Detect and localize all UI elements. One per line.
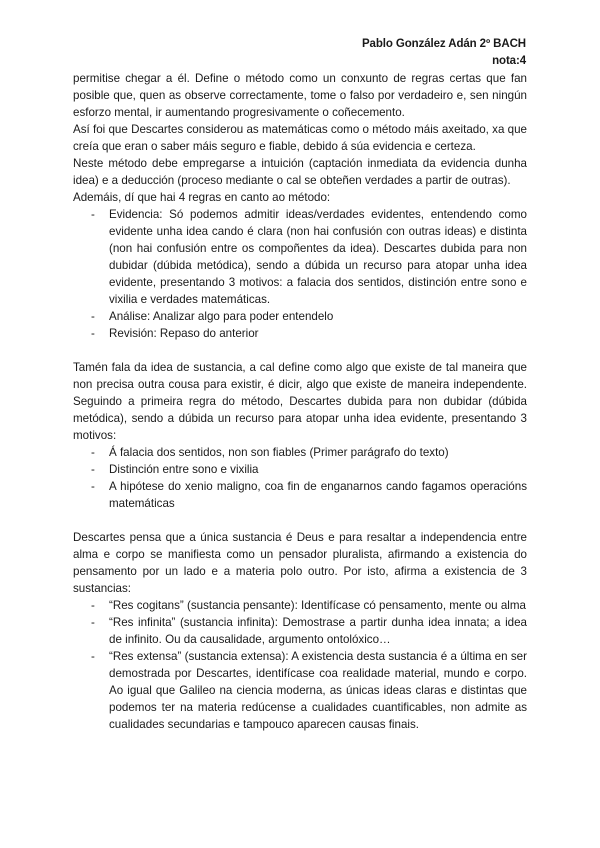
- motives-list: [73, 444, 527, 512]
- list-item: [73, 478, 527, 512]
- substance-infinita: “Res infinita” (sustancia infinita): Demostrase a partir dunha idea innata; a idea de infinito. Ou da causalidade, argumento ontolóxico…: [109, 616, 527, 646]
- page-header: [362, 36, 526, 70]
- paragraph-three-substances: Descartes pensa que a única sustancia é Deus e para resaltar a independencia entre alma e corpo se manifiesta como un pensador pluralista, afirmando a existencia do pensamento por un lado e a materia polo outro. Por isto, afirma a existencia de 3 sustancias:: [73, 531, 527, 595]
- substances-list: [73, 597, 527, 733]
- list-item: [73, 308, 527, 325]
- paragraph-substance-idea: Tamén fala da idea de sustancia, a cal define como algo que existe de tal maneira que non precisa outra cousa para existir, é dicir, algo que existe de maneira independente. Seguindo a primeira regra do método, Descartes dubida para non dubidar (dúbida metódica), sendo a dúbida un recurso para atopar unha idea evidente, presentando 3 motivos:: [73, 361, 527, 442]
- list-item: [73, 325, 527, 342]
- list-item: [73, 614, 527, 648]
- list-item: [73, 206, 527, 308]
- list-item: [73, 648, 527, 733]
- motive-dream: Distinción entre sono e vixilia: [109, 463, 259, 476]
- rule-evidencia: Evidencia: Só podemos admitir ideas/verdades evidentes, entendendo como evidente unha idea cando é clara (non hai confusión con outras ideas) e distinta (non hai confusión entre os compoñentes da idea). Descartes dubida para non dubidar (dúbida metódica), sendo a dúbida un recurso para atopar unha idea evidente, presentando 3 motivos: a falacia dos sentidos, distinción entre sono e vixilia e verdades matemáticas.: [109, 208, 527, 306]
- motive-evil-genius: A hipótese do xenio maligno, coa fin de enganarnos cando fagamos operacións matemáticas: [109, 480, 527, 510]
- dash-bullet: -: [91, 208, 95, 221]
- rules-list: [73, 206, 527, 342]
- list-item: [73, 444, 527, 461]
- dash-bullet: -: [91, 650, 95, 663]
- paragraph-intuition-deduction: Neste método debe empregarse a intuición (captación inmediata da evidencia dunha idea) e a deducción (proceso mediante o cal se obteñen verdades a partir de outras).: [73, 157, 527, 187]
- document-body: [73, 70, 527, 733]
- dash-bullet: -: [91, 480, 95, 493]
- dash-bullet: -: [91, 616, 95, 629]
- paragraph-method-definition: permitise chegar a él. Define o método como un conxunto de regras certas que fan posible que, quen as observe correctamente, tome o falso por verdadeiro e, sen ningún esforzo mental, ir aumentando progresivamente o coñecemento.: [73, 72, 527, 119]
- dash-bullet: -: [91, 310, 95, 323]
- substance-extensa: “Res extensa” (sustancia extensa): A existencia desta sustancia é a última en ser demostrada por Descartes, identifícase coa realidade material, mundo e corpo. Ao igual que Galileo na ciencia moderna, as únicas ideas claras e distintas que podemos ter na materia redúcense a cualidades cuantificables, non admite as cualidades secundarias e tampouco aparecen causas finais.: [109, 650, 527, 731]
- author-line: Pablo González Adán 2º BACH: [361, 38, 526, 50]
- motive-senses: Á falacia dos sentidos, non son fiables (Primer parágrafo do texto): [109, 446, 449, 459]
- blank-line: [73, 342, 527, 359]
- list-item: [73, 461, 527, 478]
- grade-line: nota:4: [492, 55, 526, 67]
- paragraph-rules-intro: Ademáis, dí que hai 4 regras en canto ao método:: [73, 191, 331, 204]
- list-item: [73, 597, 527, 614]
- dash-bullet: -: [91, 463, 95, 476]
- rule-revision: Revisión: Repaso do anterior: [109, 327, 259, 340]
- paragraph-mathematics: Así foi que Descartes considerou as matemáticas como o método máis axeitado, xa que creía que eran o saber máis seguro e fiable, debido á súa evidencia e certeza.: [73, 123, 527, 153]
- substance-cogitans: “Res cogitans” (sustancia pensante): Identifícase có pensamento, mente ou alma: [109, 599, 526, 612]
- rule-analise: Análise: Analizar algo para poder entendelo: [109, 310, 334, 323]
- dash-bullet: -: [91, 327, 95, 340]
- blank-line: [73, 512, 527, 529]
- dash-bullet: -: [91, 599, 95, 612]
- dash-bullet: -: [91, 446, 95, 459]
